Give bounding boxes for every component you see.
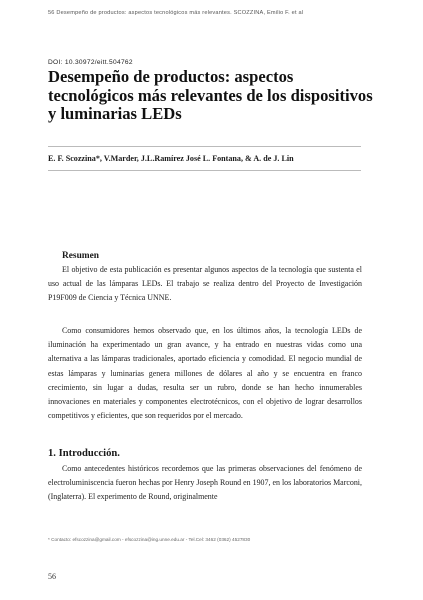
author-list: E. F. Scozzina*, V.Marder, J.L.Ramírez José L. Fontana, & A. de J. Lin: [48, 154, 294, 163]
footnote: * Contacto: efscozzina@gmail.com - efscozzina@ing.unne.edu.ar - Tel.Cel: 3462 (0362) 4527830: [48, 537, 251, 542]
section-paragraph: [48, 462, 362, 505]
abstract-paragraph-1: [48, 263, 362, 306]
abstract-paragraph-2: [48, 324, 362, 423]
doi-label: DOI: 10.30972/eitt.504762: [48, 59, 133, 66]
divider-bottom: [48, 170, 361, 171]
divider-top: [48, 146, 361, 147]
section-paragraph-text: Como antecedentes históricos recordemos que las primeras observaciones del fenómeno de electroluminiscencia fueron hechas por Henry Joseph Round en 1907, en los laboratorios Marconi, (Inglaterra). El experimento de Round, originalmente: [48, 464, 362, 502]
abstract-paragraph-2-text: Como consumidores hemos observado que, en los últimos años, la tecnología LEDs de iluminación ha experimentado un gran avance, y ha entrado en nuestras vidas como una alternativa a las lámparas tradicionales, aportado eficiencia y comodidad. El negocio mundial de estas lámparas y luminarias genera millones de dólares al año y se encuentra en franco crecimiento, sin lugar a dudas, resulta ser un rubro, donde se han hecho innumerables innovaciones en materiales y componentes electrotécnicos, con el objetivo de lograr desarrollos competitivos y eficientes, que son requeridos por el mercado.: [48, 326, 362, 421]
abstract-heading: Resumen: [62, 251, 99, 261]
running-head: 56 Desempeño de productos: aspectos tecnológicos más relevantes. SCOZZINA, Emilio F. et al: [48, 10, 304, 16]
section-heading: 1. Introducción.: [48, 448, 120, 459]
page-number: 56: [48, 572, 56, 581]
abstract-paragraph-1-text: El objetivo de esta publicación es presentar algunos aspectos de la tecnología que sustenta el uso actual de las lámparas LEDs. El trabajo se realiza dentro del Proyecto de Investigación P19F009 de Ciencia y Técnica UNNE.: [48, 265, 362, 303]
article-title: Desempeño de productos: aspectos tecnológicos más relevantes de los dispositivos y luminarias LEDs: [48, 67, 373, 123]
